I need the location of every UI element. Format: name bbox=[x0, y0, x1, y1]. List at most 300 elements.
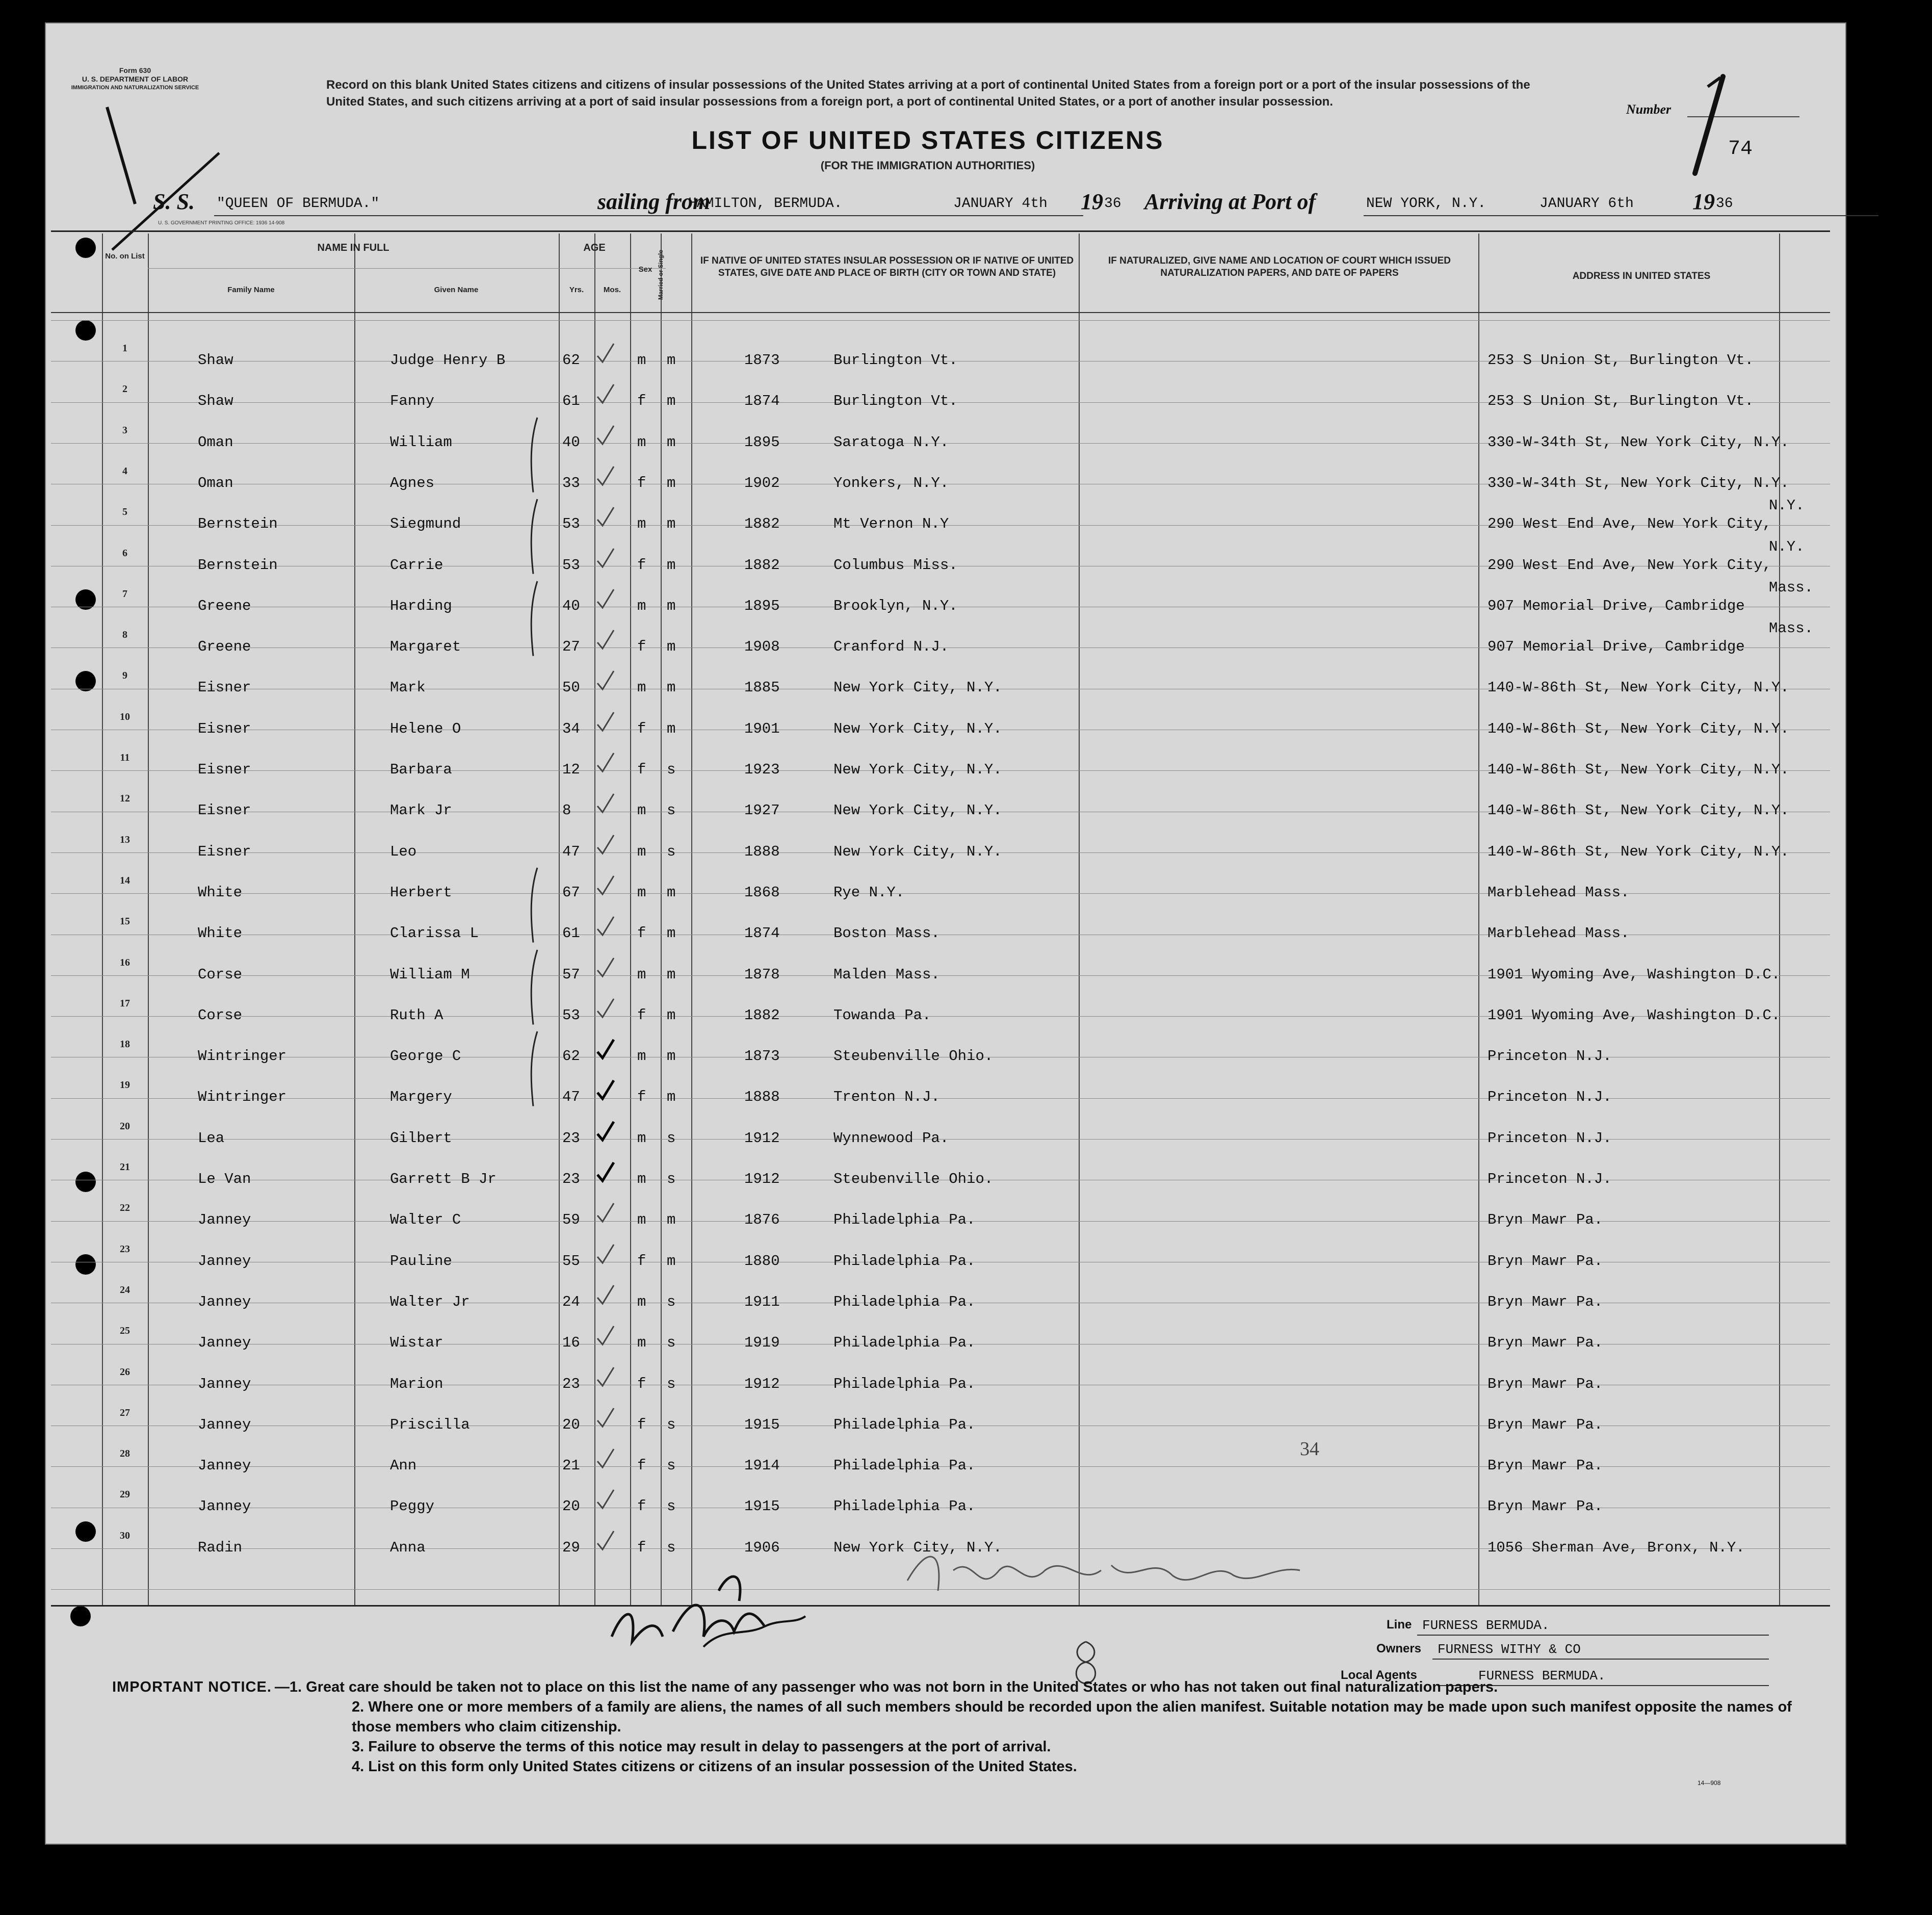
address-extra: N.Y. bbox=[1769, 497, 1805, 514]
marital-status: s bbox=[667, 802, 676, 819]
check-mark-icon bbox=[595, 1200, 615, 1224]
row-number: 13 bbox=[120, 834, 130, 845]
check-mark-icon bbox=[595, 1364, 615, 1388]
given-name: Clarissa L bbox=[390, 925, 479, 942]
marital-status: s bbox=[667, 843, 676, 860]
birth-year: 1908 bbox=[744, 638, 780, 656]
page-mark: 34 bbox=[1300, 1438, 1319, 1460]
age-years: 33 bbox=[562, 474, 580, 491]
row-number: 16 bbox=[120, 956, 130, 968]
birth-year: 1885 bbox=[744, 679, 780, 696]
birth-year: 1868 bbox=[744, 884, 780, 901]
address: 253 S Union St, Burlington Vt. bbox=[1487, 393, 1754, 410]
family-name: Janney bbox=[198, 1293, 251, 1310]
owners-label: Owners bbox=[1376, 1642, 1422, 1655]
address: Bryn Mawr Pa. bbox=[1487, 1457, 1603, 1474]
given-name: William bbox=[390, 433, 452, 451]
column-rule bbox=[148, 234, 149, 1605]
marital-status: s bbox=[667, 1539, 676, 1556]
bracket-mark bbox=[526, 866, 541, 948]
birth-year: 1880 bbox=[744, 1252, 780, 1270]
punch-hole bbox=[75, 320, 96, 341]
birth-place: Brooklyn, N.Y. bbox=[833, 597, 958, 614]
row-rule bbox=[51, 320, 1830, 321]
address: Bryn Mawr Pa. bbox=[1487, 1498, 1603, 1515]
given-name: Siegmund bbox=[390, 515, 461, 533]
check-mark-icon bbox=[595, 791, 615, 814]
check-mark-icon bbox=[595, 1037, 615, 1060]
row-number: 3 bbox=[122, 424, 127, 436]
address: Princeton N.J. bbox=[1487, 1048, 1612, 1065]
check-mark-icon bbox=[595, 1282, 615, 1306]
line-value: FURNESS BERMUDA. bbox=[1422, 1618, 1550, 1633]
family-name: Bernstein bbox=[198, 515, 278, 533]
family-name: Janney bbox=[198, 1211, 251, 1229]
row-number: 1 bbox=[122, 343, 127, 354]
birth-year: 1927 bbox=[744, 802, 780, 819]
header-address: ADDRESS IN UNITED STATES bbox=[1572, 271, 1711, 281]
birth-place: New York City, N.Y. bbox=[833, 843, 1002, 860]
family-name: Greene bbox=[198, 638, 251, 656]
birth-place: Towanda Pa. bbox=[833, 1006, 931, 1024]
given-name: Herbert bbox=[390, 884, 452, 901]
ship-name: "QUEEN OF BERMUDA." bbox=[217, 196, 380, 212]
address: Marblehead Mass. bbox=[1487, 884, 1630, 901]
row-number: 26 bbox=[120, 1366, 130, 1378]
row-number: 21 bbox=[120, 1161, 130, 1173]
age-years: 47 bbox=[562, 843, 580, 860]
birth-year: 1902 bbox=[744, 474, 780, 491]
marital-status: m bbox=[667, 966, 676, 983]
address: 140-W-86th St, New York City, N.Y. bbox=[1487, 761, 1789, 778]
birth-year: 1919 bbox=[744, 1334, 780, 1352]
address: 1901 Wyoming Ave, Washington D.C. bbox=[1487, 1006, 1781, 1024]
marital-status: m bbox=[667, 515, 676, 533]
family-name: Eisner bbox=[198, 802, 251, 819]
given-name: Peggy bbox=[390, 1498, 435, 1515]
marital-status: m bbox=[667, 556, 676, 574]
check-mark-icon bbox=[595, 1323, 615, 1347]
family-name: Corse bbox=[198, 966, 243, 983]
check-mark-icon bbox=[595, 423, 615, 446]
family-name: Lea bbox=[198, 1129, 225, 1147]
family-name: Janney bbox=[198, 1334, 251, 1352]
birth-year: 1912 bbox=[744, 1375, 780, 1392]
address: 140-W-86th St, New York City, N.Y. bbox=[1487, 802, 1789, 819]
given-name: Garrett B Jr bbox=[390, 1171, 497, 1187]
birth-place: Philadelphia Pa. bbox=[833, 1211, 976, 1229]
birth-place: Malden Mass. bbox=[833, 966, 940, 983]
sex: m bbox=[637, 1048, 646, 1065]
row-number: 28 bbox=[120, 1448, 130, 1460]
birth-year: 1888 bbox=[744, 1089, 780, 1106]
birth-place: Trenton N.J. bbox=[833, 1089, 940, 1106]
check-mark-icon bbox=[595, 627, 615, 651]
header-bottom-rule bbox=[51, 312, 1830, 313]
check-mark-icon bbox=[595, 1119, 615, 1142]
family-name: White bbox=[198, 925, 243, 942]
header-naturalized: IF NATURALIZED, GIVE NAME AND LOCATION OF COURT WHICH ISSUED NATURALIZATION PAPERS, AND DATE OF PAPERS bbox=[1108, 255, 1451, 278]
arrival-year: 36 bbox=[1716, 196, 1733, 212]
sex: f bbox=[637, 925, 646, 942]
header-mos: Mos. bbox=[603, 286, 621, 294]
birth-place: New York City, N.Y. bbox=[833, 761, 1002, 778]
marital-status: s bbox=[667, 1334, 676, 1352]
address: Bryn Mawr Pa. bbox=[1487, 1375, 1603, 1392]
departure-year: 36 bbox=[1104, 196, 1121, 212]
row-number: 22 bbox=[120, 1202, 130, 1214]
voyage-line bbox=[153, 189, 1784, 219]
check-mark-icon bbox=[595, 1241, 615, 1265]
check-mark-icon bbox=[595, 668, 615, 691]
column-rule bbox=[1079, 234, 1080, 1605]
check-mark-icon bbox=[595, 463, 615, 487]
check-mark-icon bbox=[595, 586, 615, 610]
age-years: 23 bbox=[562, 1375, 580, 1392]
given-name: Ruth A bbox=[390, 1006, 443, 1024]
header-family-name: Family Name bbox=[227, 286, 275, 294]
given-name: Walter Jr bbox=[390, 1293, 470, 1310]
sex: f bbox=[637, 1539, 646, 1556]
form-identifier bbox=[51, 66, 219, 92]
check-mark-icon bbox=[595, 341, 615, 364]
birth-place: Burlington Vt. bbox=[833, 393, 958, 410]
family-name: Janney bbox=[198, 1498, 251, 1515]
sex: f bbox=[637, 1457, 646, 1474]
age-years: 59 bbox=[562, 1211, 580, 1229]
sex: m bbox=[637, 966, 646, 983]
family-name: Oman bbox=[198, 474, 233, 491]
header-birth: IF NATIVE OF UNITED STATES INSULAR POSSESSION OR IF NATIVE OF UNITED STATES, GIVE DATE AND PLACE OF BIRTH (CITY OR TOWN AND STATE) bbox=[700, 255, 1074, 278]
birth-place: Burlington Vt. bbox=[833, 352, 958, 369]
given-name: Gilbert bbox=[390, 1129, 452, 1147]
address: Bryn Mawr Pa. bbox=[1487, 1416, 1603, 1433]
given-name: George C bbox=[390, 1048, 461, 1065]
inspector-signature bbox=[897, 1535, 1315, 1606]
arrival-year-prefix: 19 bbox=[1692, 189, 1715, 214]
sex: m bbox=[637, 1293, 646, 1310]
birth-place: New York City, N.Y. bbox=[833, 679, 1002, 696]
arriving-label: Arriving at Port of bbox=[1144, 189, 1316, 214]
arrival-port: NEW YORK, N.Y. bbox=[1366, 196, 1486, 212]
form-intro: Record on this blank United States citizens and citizens of insular possessions of the United States arriving at a port of continental United States from a foreign port or a port of the insular possessions of the United States, and such citizens arriving at a port of said insular possessions from a foreign port, a port of continental United States, or a port of another insular possession. bbox=[326, 78, 1530, 109]
family-name: Janney bbox=[198, 1375, 251, 1392]
punch-hole bbox=[70, 1606, 91, 1626]
age-years: 12 bbox=[562, 761, 580, 778]
header-married-or-single: Married or Single bbox=[657, 249, 664, 300]
address: Princeton N.J. bbox=[1487, 1089, 1612, 1106]
row-number: 7 bbox=[122, 588, 127, 600]
address: 140-W-86th St, New York City, N.Y. bbox=[1487, 679, 1789, 696]
owners-value: FURNESS WITHY & CO bbox=[1438, 1642, 1581, 1657]
family-name: Wintringer bbox=[198, 1048, 287, 1065]
address: 907 Memorial Drive, Cambridge bbox=[1487, 638, 1745, 656]
address-extra: Mass. bbox=[1769, 620, 1814, 637]
age-years: 53 bbox=[562, 556, 580, 574]
page-subtitle: (FOR THE IMMIGRATION AUTHORITIES) bbox=[820, 159, 1035, 172]
notice-item-3: 3. Failure to observe the terms of this notice may result in delay to passengers at the port of arrival. bbox=[352, 1739, 1051, 1755]
check-mark-icon bbox=[595, 750, 615, 773]
marital-status: s bbox=[667, 1498, 676, 1515]
sex: m bbox=[637, 515, 646, 533]
row-number: 25 bbox=[120, 1325, 130, 1337]
row-number: 24 bbox=[120, 1284, 130, 1296]
birth-place: Philadelphia Pa. bbox=[833, 1498, 976, 1515]
address: Princeton N.J. bbox=[1487, 1171, 1612, 1187]
age-years: 61 bbox=[562, 393, 580, 410]
birth-year: 1895 bbox=[744, 597, 780, 614]
family-name: Janney bbox=[198, 1416, 251, 1433]
given-name: Marion bbox=[390, 1375, 443, 1392]
notice-item-2: 2. Where one or more members of a family are aliens, the names of all such members should be recorded upon the alien manifest. Suitable notation may be made upon such manifest opposite the names of those members who claim citizenship. bbox=[352, 1699, 1792, 1735]
purser-signature bbox=[602, 1560, 816, 1662]
birth-place: New York City, N.Y. bbox=[833, 1539, 1002, 1556]
birth-place: New York City, N.Y. bbox=[833, 720, 1002, 737]
marital-status: m bbox=[667, 720, 676, 737]
age-years: 50 bbox=[562, 679, 580, 696]
page-title: LIST OF UNITED STATES CITIZENS bbox=[691, 126, 1164, 154]
address-extra: Mass. bbox=[1769, 579, 1814, 596]
bracket-mark bbox=[526, 948, 541, 1030]
row-number: 12 bbox=[120, 793, 130, 805]
birth-year: 1914 bbox=[744, 1457, 780, 1474]
birth-place: Philadelphia Pa. bbox=[833, 1334, 976, 1352]
family-name: Janney bbox=[198, 1457, 251, 1474]
bracket-mark bbox=[526, 497, 541, 579]
address: 907 Memorial Drive, Cambridge bbox=[1487, 597, 1745, 614]
age-years: 20 bbox=[562, 1416, 580, 1433]
row-number: 8 bbox=[122, 629, 127, 641]
check-mark-icon bbox=[595, 1077, 615, 1101]
birth-place: New York City, N.Y. bbox=[833, 802, 1002, 819]
column-rule bbox=[691, 234, 692, 1605]
marital-status: m bbox=[667, 1089, 676, 1106]
birth-year: 1873 bbox=[744, 1048, 780, 1065]
given-name: Judge Henry B bbox=[390, 352, 506, 369]
birth-place: Steubenville Ohio. bbox=[833, 1171, 994, 1187]
birth-place: Mt Vernon N.Y bbox=[833, 515, 949, 533]
check-mark-icon bbox=[595, 1528, 615, 1551]
address: Bryn Mawr Pa. bbox=[1487, 1211, 1603, 1229]
birth-year: 1876 bbox=[744, 1211, 780, 1229]
marital-status: s bbox=[667, 1416, 676, 1433]
row-number: 23 bbox=[120, 1243, 130, 1255]
age-years: 62 bbox=[562, 352, 580, 369]
address: Bryn Mawr Pa. bbox=[1487, 1293, 1603, 1310]
printing-office: U. S. GOVERNMENT PRINTING OFFICE: 1936 14-908 bbox=[158, 220, 285, 226]
birth-year: 1912 bbox=[744, 1129, 780, 1147]
address: 140-W-86th St, New York City, N.Y. bbox=[1487, 843, 1789, 860]
check-mark-icon bbox=[595, 1405, 615, 1429]
header-no-on-list: No. on List bbox=[105, 252, 145, 261]
age-years: 67 bbox=[562, 884, 580, 901]
family-name: Radin bbox=[198, 1539, 243, 1556]
column-rule bbox=[1478, 234, 1479, 1605]
birth-place: Philadelphia Pa. bbox=[833, 1293, 976, 1310]
notice-heading: IMPORTANT NOTICE. bbox=[112, 1679, 272, 1695]
check-mark-icon bbox=[595, 873, 615, 896]
row-number: 27 bbox=[120, 1407, 130, 1418]
sex: m bbox=[637, 352, 646, 369]
address: 330-W-34th St, New York City, N.Y. bbox=[1487, 433, 1789, 451]
row-number: 14 bbox=[120, 874, 130, 886]
birth-year: 1874 bbox=[744, 925, 780, 942]
table-top-border bbox=[51, 230, 1830, 232]
row-number: 9 bbox=[122, 670, 127, 682]
marital-status: m bbox=[667, 474, 676, 491]
ss-label: S. S. bbox=[153, 189, 195, 214]
row-number: 30 bbox=[120, 1530, 130, 1541]
address: Bryn Mawr Pa. bbox=[1487, 1334, 1603, 1352]
age-years: 20 bbox=[562, 1498, 580, 1515]
given-name: Leo bbox=[390, 843, 417, 860]
sailing-label: sailing from bbox=[597, 189, 711, 214]
age-years: 40 bbox=[562, 597, 580, 614]
marital-status: s bbox=[667, 761, 676, 778]
birth-year: 1882 bbox=[744, 1006, 780, 1024]
birth-place: Rye N.Y. bbox=[833, 884, 905, 901]
row-number: 5 bbox=[122, 506, 127, 518]
agents-label: Local Agents bbox=[1341, 1668, 1417, 1682]
check-mark-icon bbox=[595, 709, 615, 733]
age-years: 34 bbox=[562, 720, 580, 737]
given-name: Margery bbox=[390, 1089, 452, 1106]
family-name: White bbox=[198, 884, 243, 901]
marital-status: s bbox=[667, 1375, 676, 1392]
check-mark-icon bbox=[595, 1446, 615, 1469]
check-mark-icon bbox=[595, 504, 615, 528]
given-name: Fanny bbox=[390, 393, 435, 410]
birth-year: 1901 bbox=[744, 720, 780, 737]
address: 290 West End Ave, New York City, bbox=[1487, 515, 1771, 533]
sex: m bbox=[637, 802, 646, 819]
sex: f bbox=[637, 638, 646, 656]
check-mark-icon bbox=[595, 1487, 615, 1510]
birth-place: Philadelphia Pa. bbox=[833, 1457, 976, 1474]
address: 1056 Sherman Ave, Bronx, N.Y. bbox=[1487, 1539, 1745, 1556]
column-rule bbox=[559, 234, 560, 1605]
sex: m bbox=[637, 843, 646, 860]
sex: m bbox=[637, 884, 646, 901]
birth-year: 1878 bbox=[744, 966, 780, 983]
sex: f bbox=[637, 1375, 646, 1392]
marital-status: m bbox=[667, 1211, 676, 1229]
family-name: Wintringer bbox=[198, 1089, 287, 1106]
birth-place: Columbus Miss. bbox=[833, 556, 958, 574]
given-name: Agnes bbox=[390, 474, 435, 491]
marital-status: s bbox=[667, 1129, 676, 1147]
family-name: Eisner bbox=[198, 679, 251, 696]
sex: f bbox=[637, 720, 646, 737]
age-years: 16 bbox=[562, 1334, 580, 1352]
notice-item-1: —1. Great care should be taken not to place on this list the name of any passenger who was not born in the United States or who has not taken out final naturalization papers. bbox=[274, 1679, 1498, 1695]
birth-year: 1911 bbox=[744, 1293, 780, 1310]
age-years: 40 bbox=[562, 433, 580, 451]
form-number: Form 630 bbox=[119, 66, 151, 74]
given-name: Helene O bbox=[390, 720, 461, 737]
important-notice bbox=[112, 1677, 1794, 1777]
marital-status: s bbox=[667, 1171, 676, 1187]
header-yrs: Yrs. bbox=[569, 286, 584, 294]
family-name: Le Van bbox=[198, 1171, 251, 1187]
row-number: 10 bbox=[120, 711, 130, 722]
check-mark-icon bbox=[595, 955, 615, 978]
birth-year: 1882 bbox=[744, 515, 780, 533]
row-number: 15 bbox=[120, 916, 130, 927]
check-mark-icon bbox=[595, 914, 615, 937]
handwritten-slash bbox=[102, 102, 234, 265]
sex: f bbox=[637, 1089, 646, 1106]
marital-status: s bbox=[667, 1293, 676, 1310]
column-rule bbox=[354, 234, 355, 1605]
sex: f bbox=[637, 393, 646, 410]
given-name: William M bbox=[390, 966, 470, 983]
birth-year: 1915 bbox=[744, 1498, 780, 1515]
given-name: Wistar bbox=[390, 1334, 443, 1352]
family-name: Bernstein bbox=[198, 556, 278, 574]
punch-hole bbox=[75, 238, 96, 258]
bracket-mark bbox=[526, 1029, 541, 1111]
line-label: Line bbox=[1387, 1618, 1412, 1632]
birth-year: 1873 bbox=[744, 352, 780, 369]
check-mark-icon bbox=[595, 996, 615, 1019]
address: 140-W-86th St, New York City, N.Y. bbox=[1487, 720, 1789, 737]
header-age: AGE bbox=[583, 242, 606, 253]
number-label: Number bbox=[1626, 102, 1672, 117]
age-years: 57 bbox=[562, 966, 580, 983]
family-name: Oman bbox=[198, 433, 233, 451]
birth-place: Philadelphia Pa. bbox=[833, 1252, 976, 1270]
given-name: Mark Jr bbox=[390, 802, 452, 819]
sex: f bbox=[637, 556, 646, 574]
marital-status: m bbox=[667, 597, 676, 614]
header-given-name: Given Name bbox=[434, 286, 479, 294]
birth-year: 1915 bbox=[744, 1416, 780, 1433]
birth-place: Steubenville Ohio. bbox=[833, 1048, 994, 1065]
marital-status: m bbox=[667, 679, 676, 696]
sex: m bbox=[637, 1211, 646, 1229]
given-name: Anna bbox=[390, 1539, 426, 1556]
age-years: 21 bbox=[562, 1457, 580, 1474]
header-sex: Sex bbox=[638, 265, 652, 274]
sex: m bbox=[637, 1334, 646, 1352]
sex: f bbox=[637, 1416, 646, 1433]
given-name: Priscilla bbox=[390, 1416, 470, 1433]
agents-value: FURNESS BERMUDA. bbox=[1478, 1668, 1606, 1684]
given-name: Walter C bbox=[390, 1211, 461, 1229]
address: Marblehead Mass. bbox=[1487, 925, 1630, 942]
department: U. S. DEPARTMENT OF LABOR bbox=[82, 75, 189, 83]
row-number: 2 bbox=[122, 383, 127, 395]
birth-year: 1895 bbox=[744, 433, 780, 451]
check-mark-icon bbox=[595, 381, 615, 405]
age-years: 23 bbox=[562, 1129, 580, 1147]
address: 290 West End Ave, New York City, bbox=[1487, 556, 1771, 574]
marital-status: s bbox=[667, 1457, 676, 1474]
sex: f bbox=[637, 1252, 646, 1270]
marital-status: m bbox=[667, 884, 676, 901]
age-years: 55 bbox=[562, 1252, 580, 1270]
sex: m bbox=[637, 1171, 646, 1187]
age-years: 8 bbox=[562, 802, 571, 819]
birth-place: Boston Mass. bbox=[833, 925, 940, 942]
family-name: Eisner bbox=[198, 720, 251, 737]
given-name: Barbara bbox=[390, 761, 452, 778]
family-name: Greene bbox=[198, 597, 251, 614]
address: 330-W-34th St, New York City, N.Y. bbox=[1487, 474, 1789, 491]
number-stamp: 74 bbox=[1728, 138, 1753, 161]
form-code: 14—908 bbox=[1698, 1779, 1721, 1787]
